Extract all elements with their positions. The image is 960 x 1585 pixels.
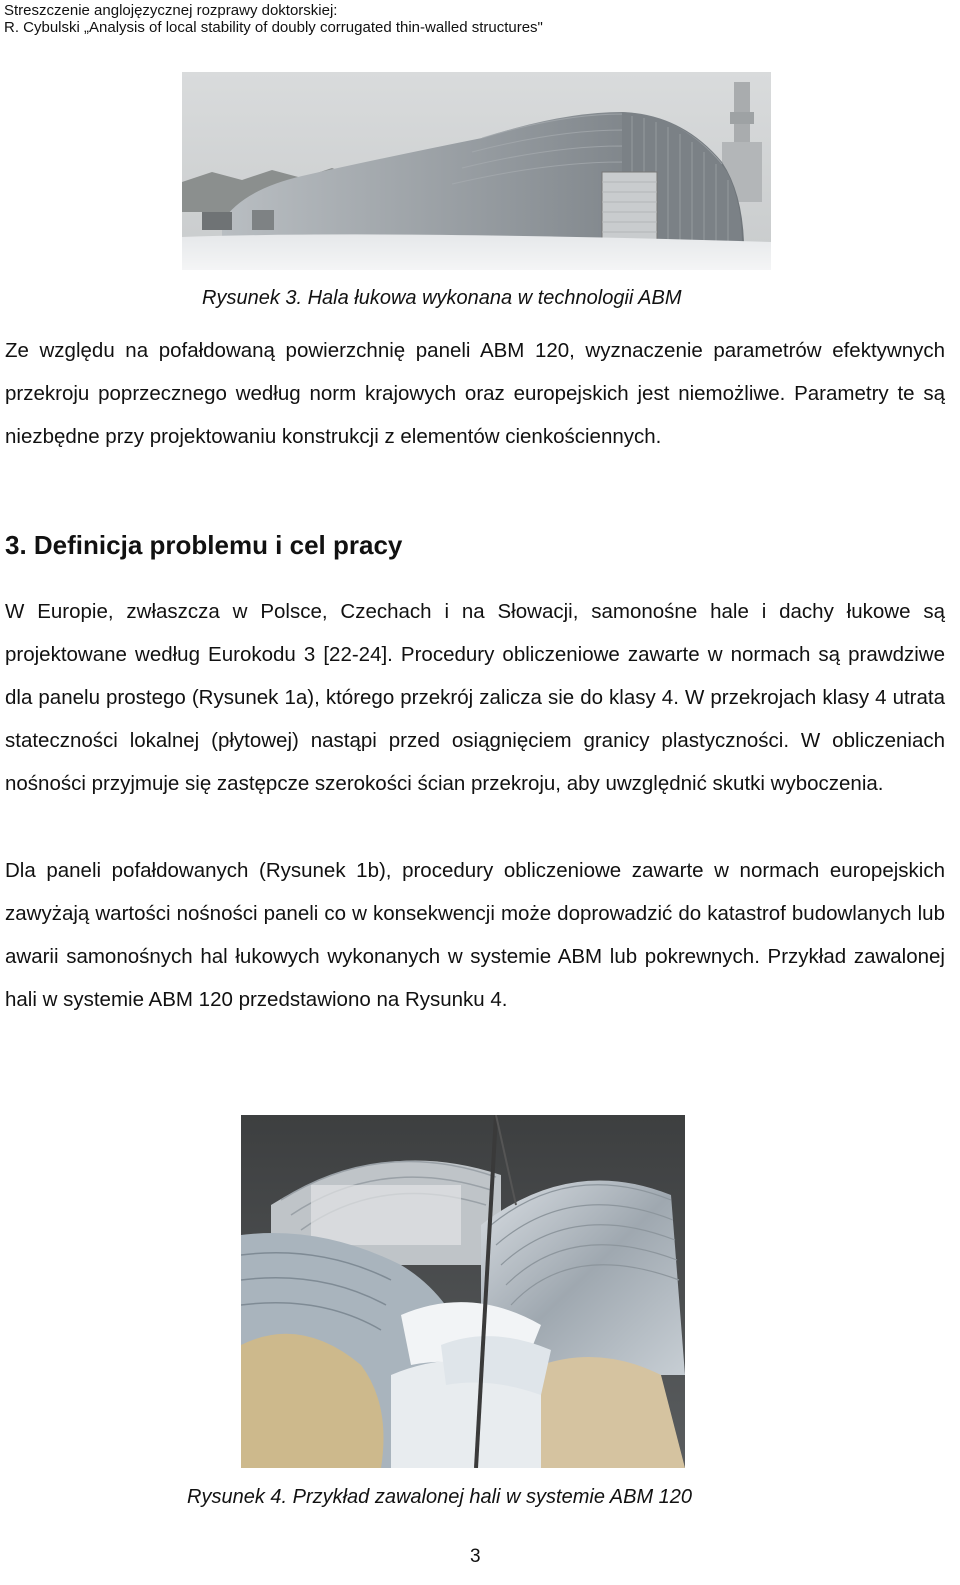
collapsed-hall-photo	[241, 1115, 685, 1468]
arched-hall-photo	[182, 72, 771, 270]
figure-3-caption: Rysunek 3. Hala łukowa wykonana w technologii ABM	[202, 287, 682, 309]
figure-4-caption: Rysunek 4. Przykład zawalonej hali w systemie ABM 120	[187, 1486, 693, 1508]
paragraph-panel-parameters: Ze względu na pofałdowaną powierzchnię paneli ABM 120, wyznaczenie parametrów efektywnych przekroju poprzecznego według norm krajowych oraz europejskich jest niemożliwe. Parametry te są niezbędne przy projektowaniu konstrukcji z elementów cienkościennych.	[5, 339, 945, 448]
paragraph-eurocode-procedures: W Europie, zwłaszcza w Polsce, Czechach i na Słowacji, samonośne hale i dachy łukowe są projektowane według Eurokodu 3 [22-24]. Procedury obliczeniowe zawarte w normach są prawdziwe dla panelu prostego (Rysunek 1a), którego przekrój zalicza sie do klasy 4. W przekrojach klasy 4 utrata stateczności lokalnej (płytowej) nastąpi przed osiągnięciem granicy plastyczności. W obliczeniach nośności przyjmuje się zastępcze szerokości ścian przekroju, aby uwzględnić skutki wyboczenia.	[5, 600, 945, 795]
paragraph-corrugated-panels: Dla paneli pofałdowanych (Rysunek 1b), procedury obliczeniowe zawarte w normach europejskich zawyżają wartości nośności paneli co w konsekwencji może doprowadzić do katastrof budowlanych lub awarii samonośnych hal łukowych wykonanych w systemie ABM lub pokrewnych. Przykład zawalonej hali w systemie ABM 120 przedstawiono na Rysunku 4.	[5, 859, 945, 1011]
document-header-title: Streszczenie anglojęzycznej rozprawy doktorskiej:	[4, 2, 338, 19]
document-header-reference: R. Cybulski „Analysis of local stability of doubly corrugated thin-walled structures"	[4, 19, 543, 36]
page-number: 3	[470, 1546, 481, 1567]
section-heading: 3. Definicja problemu i cel pracy	[5, 530, 403, 560]
